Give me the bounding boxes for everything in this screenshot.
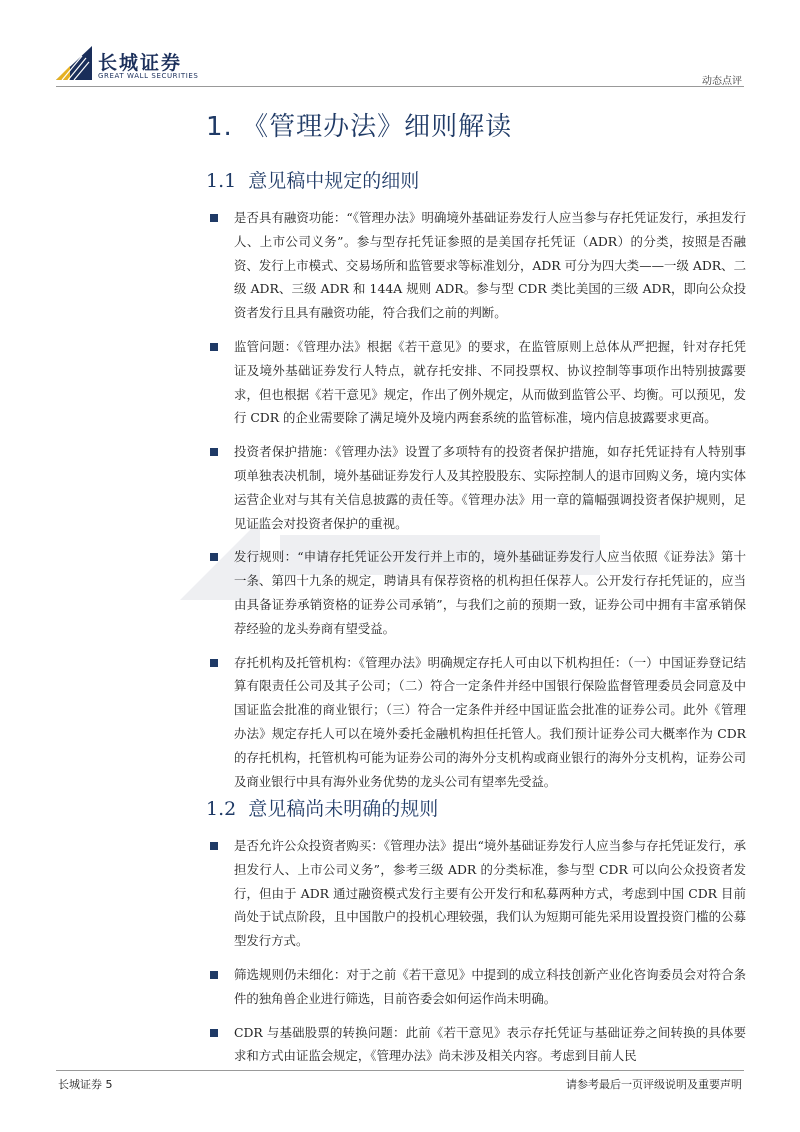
list-item-text: 存托机构及托管机构：《管理办法》明确规定存托人可由以下机构担任：（一）中国证券登记结算有限责任公司及其子公司；（二）符合一定条件并经中国银行保险监督管理委员会同意及中国证监会批准的商业银行；（三）符合一定条件并经中国证监会批准的证券公司。此外《管理办法》规定存托人可以在境外委托金融机构担任托管人。我们预计证券公司大概率作为 CDR 的存托机构，托管机构可能为证券公司的海外分支机构或商业银行的海外分支机构，证券公司及商业银行中具有海外业务优势的龙头公司有望率先受益。 (234, 654, 746, 789)
bullet-square-icon (210, 448, 218, 456)
page-header (0, 0, 800, 96)
bullet-square-icon (210, 971, 218, 979)
footer-page-label: 长城证券 5 (58, 1078, 113, 1091)
page-title: 1. 《管理办法》细则解读 (206, 112, 513, 142)
great-wall-logo-icon (56, 46, 92, 80)
list-item (206, 651, 746, 794)
bullet-square-icon (210, 659, 218, 667)
list-item (206, 963, 746, 1011)
list-item (206, 545, 746, 640)
brand-name-en: GREAT WALL SECURITIES (98, 72, 199, 80)
list-item (206, 1021, 746, 1069)
bullet-list-1-2 (206, 834, 746, 1078)
list-item (206, 440, 746, 535)
header-divider (56, 86, 744, 87)
section-heading-1-1 (206, 166, 419, 193)
bullet-square-icon (210, 842, 218, 850)
list-item (206, 206, 746, 325)
list-item-text: 监管问题：《管理办法》根据《若干意见》的要求，在监管原则上总体从严把握，针对存托凭证及境外基础证券发行人特点，就存托安排、不同投票权、协议控制等事项作出特别披露要求，但也根据《若干意见》规定，作出了例外规定，从而做到监管公平、均衡。可以预见，发行 CDR 的企业需要除了满足境外及境内两套系统的监管标准，境内信息披露要求更高。 (234, 338, 746, 426)
section-number: 1.2 (206, 798, 237, 820)
report-type-label: 动态点评 (702, 76, 742, 87)
brand-name-cn: 长城证券 (98, 52, 183, 74)
list-item-text: 发行规则：“申请存托凭证公开发行并上市的，境外基础证券发行人应当依照《证券法》第十一条、第四十九条的规定，聘请具有保荐资格的机构担任保荐人。公开发行存托凭证的，应当由具备证券承销资格的证券公司承销”，与我们之前的预期一致，证券公司中拥有丰富承销保荐经验的龙头券商有望受益。 (234, 549, 746, 636)
footer-disclaimer: 请参考最后一页评级说明及重要声明 (566, 1078, 742, 1091)
list-item-text: CDR 与基础股票的转换问题：此前《若干意见》表示存托凭证与基础证券之间转换的具体要求和方式由证监会规定，《管理办法》尚未涉及相关内容。考虑到目前人民 (234, 1024, 746, 1064)
list-item-text: 是否具有融资功能：“《管理办法》明确境外基础证券发行人应当参与存托凭证发行，承担发行人、上市公司义务”。参与型存托凭证参照的是美国存托凭证（ADR）的分类，按照是否融资、发行上市模式、交易场所和监管要求等标准划分，ADR 可分为四大类——一级 ADR、二级 ADR、三级 ADR 和 144A 规则 ADR。参与型 CDR 类比美国的三级 ADR，即向公众投资者发行且具有融资功能，符合我们之前的判断。 (234, 210, 746, 321)
list-item (206, 834, 746, 953)
bullet-square-icon (210, 1029, 218, 1037)
bullet-square-icon (210, 343, 218, 351)
section-title: 意见稿尚未明确的规则 (248, 798, 439, 820)
bullet-list-1-1 (206, 206, 746, 803)
list-item (206, 335, 746, 430)
list-item-text: 筛选规则仍未细化：对于之前《若干意见》中提到的成立科技创新产业化咨询委员会对符合条件的独角兽企业进行筛选，目前咨委会如何运作尚未明确。 (234, 966, 746, 1006)
section-number: 1.1 (206, 170, 237, 192)
list-item-text: 是否允许公众投资者购买：《管理办法》提出“境外基础证券发行人应当参与存托凭证发行，承担发行人、上市公司义务”，参考三级 ADR 的分类标准，参与型 CDR 可以向公众投资者发行，但由于 ADR 通过融资模式发行主要有公开发行和私募两种方式，考虑到中国 CDR 目前尚处于试点阶段，且中国散户的投机心理较强，我们认为短期可能先采用设置投资门槛的公募型发行方式。 (234, 838, 746, 949)
footer-divider (56, 1070, 744, 1071)
bullet-square-icon (210, 553, 218, 561)
section-title: 意见稿中规定的细则 (248, 170, 420, 192)
bullet-square-icon (210, 214, 218, 222)
section-heading-1-2 (206, 794, 438, 821)
list-item-text: 投资者保护措施：《管理办法》设置了多项特有的投资者保护措施，如存托凭证持有人特别事项单独表决机制，境外基础证券发行人及其控股股东、实际控制人的退市回购义务，境内实体运营企业对与其有关信息披露的责任等。《管理办法》用一章的篇幅强调投资者保护规则，足见证监会对投资者保护的重视。 (234, 444, 746, 531)
